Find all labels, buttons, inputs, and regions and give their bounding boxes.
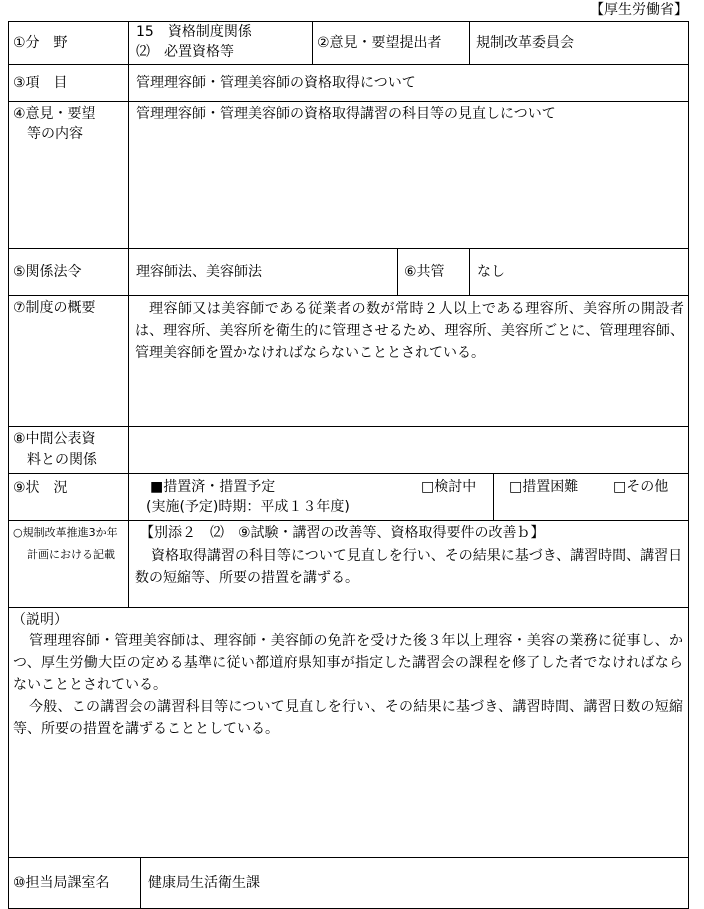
status-done: ■措置済・措置予定 bbox=[150, 479, 276, 495]
plan-label-line2: 計画における記載 bbox=[27, 548, 115, 561]
field-label: ①分 野 bbox=[13, 35, 68, 51]
status-label: ⑨状 況 bbox=[13, 480, 68, 496]
joint-value: なし bbox=[477, 264, 505, 280]
rule-5 bbox=[8, 426, 689, 427]
joint-label: ⑥共管 bbox=[404, 264, 445, 280]
rule-2 bbox=[8, 101, 689, 102]
rule-9 bbox=[8, 857, 689, 858]
overview-label: ⑦制度の概要 bbox=[13, 300, 96, 316]
rule-8 bbox=[8, 607, 689, 608]
status-period: (実施(予定)時期：平成１３年度) bbox=[146, 499, 350, 515]
plan-label-line1: ○規制改革推進3か年 bbox=[13, 526, 118, 539]
rule-joint-left bbox=[397, 248, 398, 296]
rule-dept-col bbox=[140, 857, 141, 909]
status-review: □検討中 bbox=[421, 479, 477, 495]
rule-7 bbox=[8, 520, 689, 521]
dept-value: 健康局生活衛生課 bbox=[148, 875, 260, 891]
dept-label: ⑩担当局課室名 bbox=[13, 875, 110, 891]
rule-top bbox=[8, 21, 689, 22]
field-value-line2: ⑵ 必置資格等 bbox=[136, 44, 234, 60]
plan-line1: 【別添２ ⑵ ⑨試験・講習の改善等、資格取得要件の改善ｂ】 bbox=[140, 525, 545, 541]
law-label: ⑤関係法令 bbox=[13, 264, 82, 280]
field-value-line1: 15 資格制度関係 bbox=[136, 24, 252, 40]
rule-submitter-right bbox=[469, 21, 470, 65]
rule-status-split bbox=[493, 473, 494, 521]
explain-para2: 今般、この講習会の講習科目等について見直しを行い、その結果に基づき、講習時間、講習日数の短縮等、所要の措置を講ずることとしている。 bbox=[13, 699, 683, 737]
overview-value: 理容師又は美容師である従業者の数が常時２人以上である理容所、美容所の開設者は、理容所、美容所を衛生的に管理させるため、理容所、美容所ごとに、管理理容師、管理美容師を置かなければならないこととされている。 bbox=[135, 301, 684, 361]
opinion-label-line1: ④意見・要望 bbox=[13, 106, 96, 122]
status-other: □その他 bbox=[613, 479, 669, 495]
submitter-value: 規制改革委員会 bbox=[476, 35, 574, 51]
opinion-value: 管理理容師・管理美容師の資格取得講習の科目等の見直しについて bbox=[136, 106, 556, 122]
rule-submitter-left bbox=[312, 21, 313, 65]
rule-label-col bbox=[128, 21, 129, 608]
explain-heading: （説明） bbox=[12, 612, 68, 628]
opinion-label-line2: 等の内容 bbox=[27, 126, 83, 142]
interim-label-line2: 料との関係 bbox=[27, 452, 97, 468]
item-value: 管理理容師・管理美容師の資格取得について bbox=[136, 75, 416, 91]
law-value: 理容師法、美容師法 bbox=[136, 264, 262, 280]
ministry-label: 【厚生労働省】 bbox=[590, 2, 688, 18]
submitter-label: ②意見・要望提出者 bbox=[317, 35, 442, 51]
explain-para1: 管理理容師・管理美容師は、理容師・美容師の免許を受けた後３年以上理容・美容の業務に従事し、かつ、厚生労働大臣の定める基準に従い都道府県知事が指定した講習会の課程を修了した者でなければならないこととされている。 bbox=[13, 633, 683, 693]
rule-6 bbox=[8, 473, 689, 474]
rule-right bbox=[688, 21, 689, 909]
plan-line2: 資格取得講習の科目等について見直しを行い、その結果に基づき、講習時間、講習日数の短縮等、所要の措置を講ずる。 bbox=[135, 548, 683, 586]
rule-3 bbox=[8, 248, 689, 249]
rule-4 bbox=[8, 295, 689, 296]
rule-1 bbox=[8, 64, 689, 65]
rule-joint-right bbox=[469, 248, 470, 296]
status-difficult: □措置困難 bbox=[509, 479, 579, 495]
item-label: ③項 目 bbox=[13, 75, 68, 91]
rule-left bbox=[8, 21, 9, 909]
interim-label-line1: ⑧中間公表資 bbox=[13, 431, 96, 447]
